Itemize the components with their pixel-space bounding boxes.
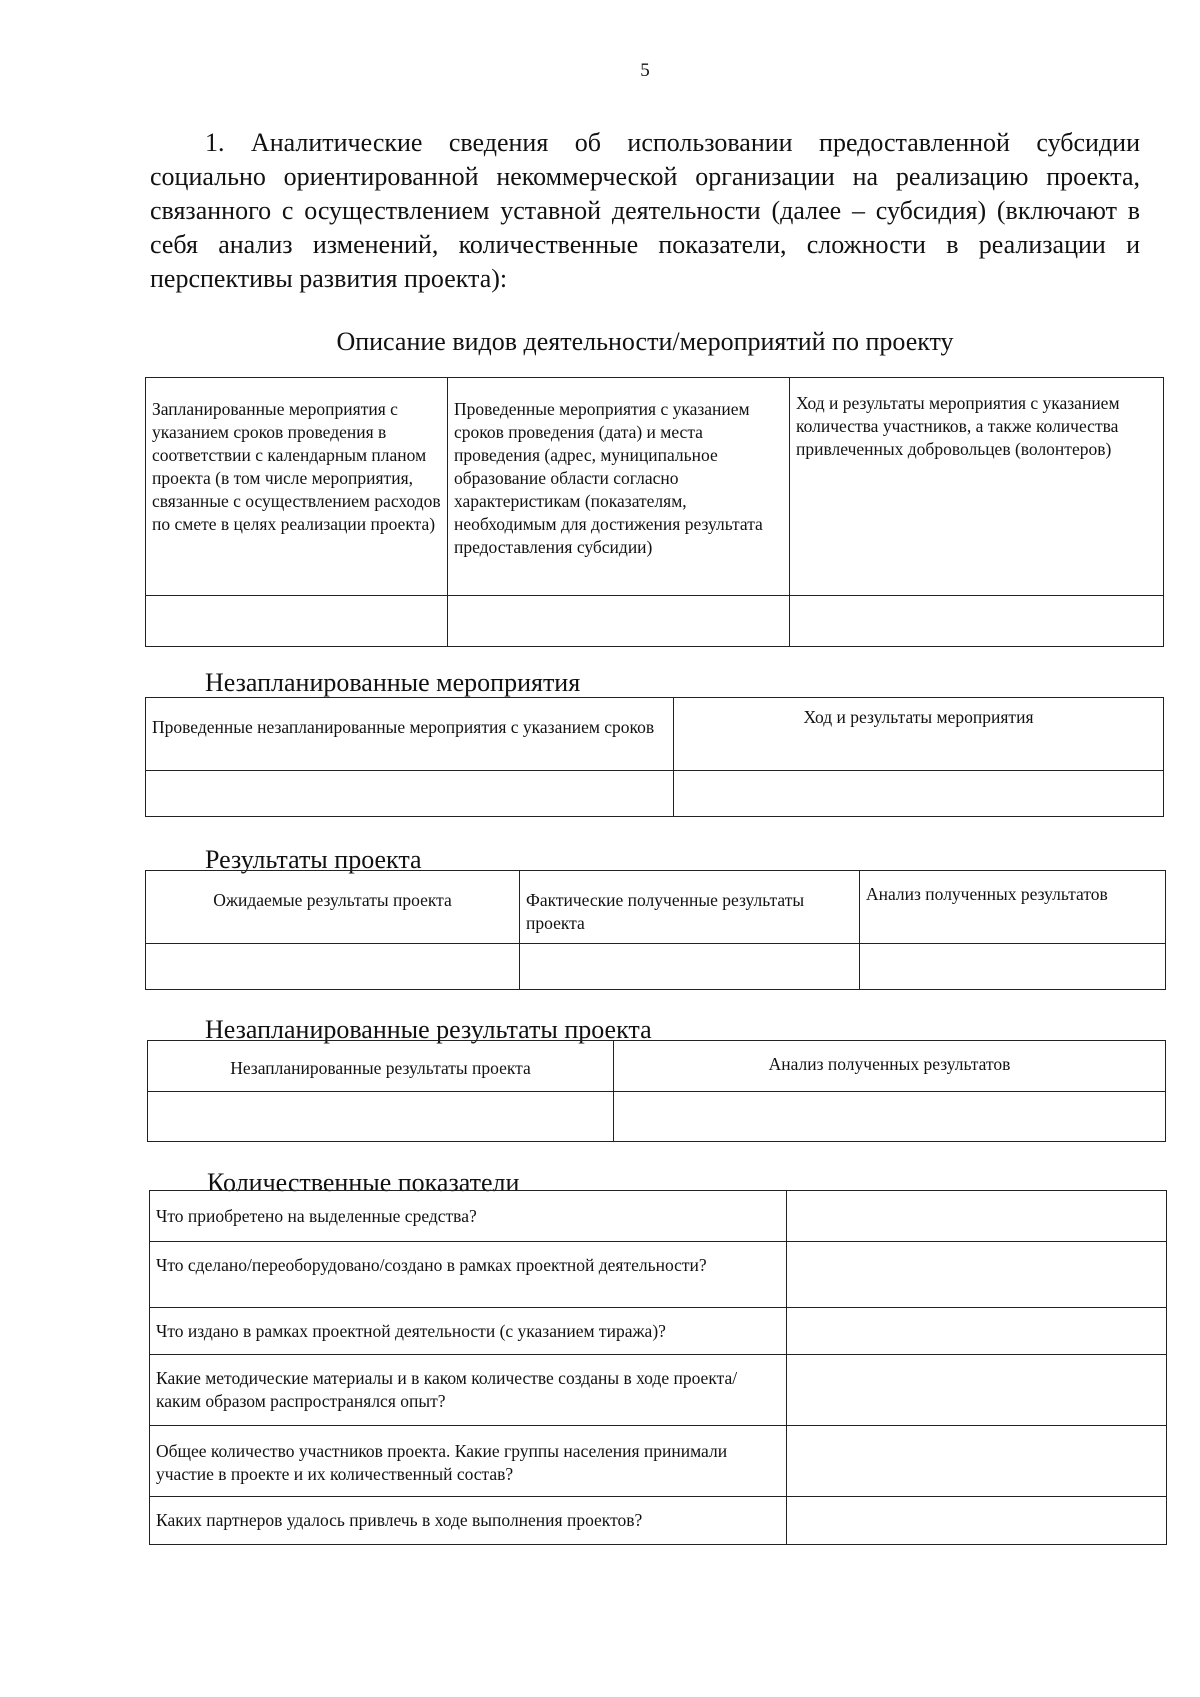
quantitative-answer-cell[interactable] bbox=[787, 1308, 1167, 1355]
page-number: 5 bbox=[640, 60, 650, 81]
results-header-actual: Фактические полученные результаты проекта bbox=[520, 871, 860, 944]
unplanned-events-cell-conducted[interactable] bbox=[146, 771, 674, 817]
unplanned-events-title: Незапланированные мероприятия bbox=[205, 668, 581, 697]
quantitative-table bbox=[149, 1190, 1167, 1545]
quantitative-question: Каких партнеров удалось привлечь в ходе выполнения проектов? bbox=[150, 1497, 787, 1545]
results-table bbox=[145, 870, 1166, 990]
quantitative-title: Количественные показатели bbox=[207, 1168, 520, 1197]
unplanned-events-table bbox=[145, 697, 1164, 817]
quantitative-answer-cell[interactable] bbox=[787, 1191, 1167, 1242]
intro-paragraph: 1. Аналитические сведения об использовании предоставленной субсидии социально ориентированной некоммерческой организации на реализацию проекта, связанного с осуществлением уставной деятельности (далее – субсидия) (включают в себя анализ изменений, количественные показатели, сложности в реализации и перспективы развития проекта): bbox=[150, 128, 1140, 293]
activities-header-planned: Запланированные мероприятия с указанием сроков проведения в соответствии с календарным планом проекта (в том числе мероприятия, связанные с осуществлением расходов по смете в целях реализации проекта) bbox=[146, 378, 448, 596]
quantitative-question: Что сделано/переоборудовано/создано в рамках проектной деятельности? bbox=[150, 1242, 787, 1308]
quantitative-question: Что приобретено на выделенные средства? bbox=[150, 1191, 787, 1242]
quantitative-question: Общее количество участников проекта. Какие группы населения принимали участие в проекте и их количественный состав? bbox=[150, 1426, 787, 1497]
quantitative-answer-cell[interactable] bbox=[787, 1355, 1167, 1426]
results-cell-analysis[interactable] bbox=[860, 944, 1166, 990]
unplanned-results-cell-analysis[interactable] bbox=[614, 1092, 1166, 1142]
activities-cell-conducted[interactable] bbox=[448, 596, 790, 647]
quantitative-question: Какие методические материалы и в каком количестве созданы в ходе проекта/каким образом распространялся опыт? bbox=[150, 1355, 787, 1426]
activities-header-conducted: Проведенные мероприятия с указанием сроков проведения (дата) и места проведения (адрес, муниципальное образование области согласно характеристикам (показателям, необходимым для достижения результата предоставления субсидии) bbox=[448, 378, 790, 596]
activities-cell-progress[interactable] bbox=[790, 596, 1164, 647]
unplanned-results-header-analysis: Анализ полученных результатов bbox=[614, 1041, 1166, 1092]
activities-cell-planned[interactable] bbox=[146, 596, 448, 647]
quantitative-answer-cell[interactable] bbox=[787, 1497, 1167, 1545]
results-cell-expected[interactable] bbox=[146, 944, 520, 990]
results-header-expected: Ожидаемые результаты проекта bbox=[146, 871, 520, 944]
results-header-analysis: Анализ полученных результатов bbox=[860, 871, 1166, 944]
activities-header-progress: Ход и результаты мероприятия с указанием количества участников, а также количества привлеченных добровольцев (волонтеров) bbox=[790, 378, 1164, 596]
unplanned-results-table bbox=[147, 1040, 1166, 1142]
unplanned-events-cell-progress[interactable] bbox=[674, 771, 1164, 817]
results-cell-actual[interactable] bbox=[520, 944, 860, 990]
quantitative-answer-cell[interactable] bbox=[787, 1242, 1167, 1308]
quantitative-question: Что издано в рамках проектной деятельности (с указанием тиража)? bbox=[150, 1308, 787, 1355]
activities-title: Описание видов деятельности/мероприятий по проекту bbox=[336, 327, 954, 356]
unplanned-events-header-conducted: Проведенные незапланированные мероприятия с указанием сроков bbox=[146, 698, 674, 771]
unplanned-results-header-results: Незапланированные результаты проекта bbox=[148, 1041, 614, 1092]
unplanned-results-title: Незапланированные результаты проекта bbox=[205, 1015, 652, 1044]
quantitative-answer-cell[interactable] bbox=[787, 1426, 1167, 1497]
results-title: Результаты проекта bbox=[205, 845, 422, 874]
unplanned-results-cell-results[interactable] bbox=[148, 1092, 614, 1142]
unplanned-events-header-progress: Ход и результаты мероприятия bbox=[674, 698, 1164, 771]
activities-table bbox=[145, 377, 1164, 647]
